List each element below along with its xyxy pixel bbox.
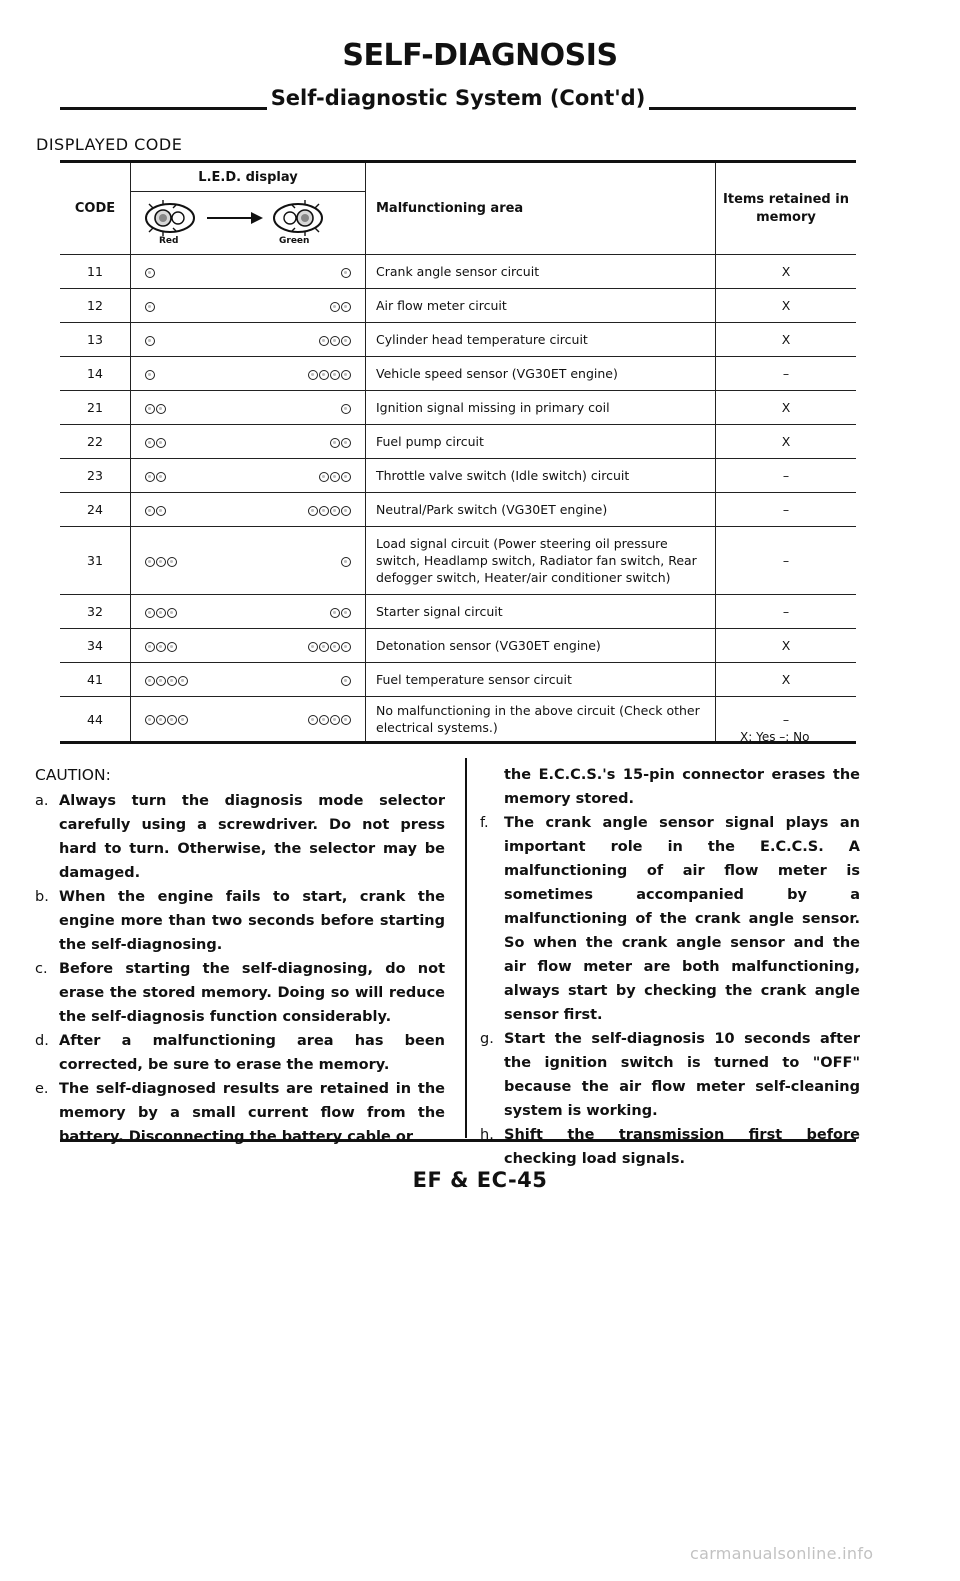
- page-subtitle: Self-diagnostic System (Cont'd): [270, 86, 646, 110]
- header-malfunctioning-area: Malfunctioning area: [366, 162, 716, 255]
- note-text: The self-diagnosed results are retained in the memory by a small current flow from the battery. Disconnecting the battery cable or: [59, 1081, 445, 1145]
- led-blink-icon: [330, 370, 340, 380]
- green-blink-group: [319, 336, 351, 346]
- led-blink-icon: [341, 336, 351, 346]
- green-blink-group: [308, 506, 351, 516]
- table-row: [60, 255, 856, 289]
- table-row: [60, 425, 856, 459]
- led-blink-icon: [167, 676, 177, 686]
- subtitle-row: [60, 86, 856, 110]
- row-code: 41: [60, 663, 131, 697]
- page-number: EF & EC-45: [412, 1168, 548, 1192]
- caution-note: [480, 1027, 860, 1123]
- red-blink-group: [145, 302, 155, 312]
- row-malfunctioning-area: Ignition signal missing in primary coil: [366, 391, 716, 425]
- row-red-blinks: [131, 391, 266, 425]
- row-malfunctioning-area: Neutral/Park switch (VG30ET engine): [366, 493, 716, 527]
- caution-right-notes: [480, 811, 860, 1171]
- led-blink-icon: [156, 506, 166, 516]
- row-code: 14: [60, 357, 131, 391]
- row-green-blinks: [265, 357, 366, 391]
- led-blink-icon: [145, 506, 155, 516]
- red-led-icon: [143, 200, 197, 236]
- led-blink-icon: [319, 715, 329, 725]
- row-malfunctioning-area: Load signal circuit (Power steering oil pressure switch, Headlamp switch, Radiator fan switch, Rear defogger switch, Heater/air conditioner switch): [366, 527, 716, 595]
- row-code: 11: [60, 255, 131, 289]
- led-blink-icon: [330, 438, 340, 448]
- row-code: 44: [60, 697, 131, 743]
- led-blink-icon: [341, 557, 351, 567]
- table-row: [60, 459, 856, 493]
- led-blink-icon: [308, 370, 318, 380]
- led-blink-icon: [178, 715, 188, 725]
- header-items-retained: Items retained in memory: [716, 162, 857, 255]
- row-green-blinks: [265, 663, 366, 697]
- red-blink-group: [145, 676, 188, 686]
- row-retained-in-memory: X: [716, 663, 857, 697]
- led-blink-icon: [319, 336, 329, 346]
- note-text: Start the self-diagnosis 10 seconds after the ignition switch is turned to "OFF" because the air flow meter self-cleaning system is working.: [504, 1031, 860, 1119]
- arrow-right-icon: [207, 212, 263, 224]
- bottom-rule: [60, 1139, 856, 1142]
- row-green-blinks: [265, 323, 366, 357]
- caution-note: [35, 1029, 445, 1077]
- row-code: 22: [60, 425, 131, 459]
- note-text: Always turn the diagnosis mode selector carefully using a screwdriver. Do not press hard to turn. Otherwise, the selector may be damaged.: [59, 793, 445, 881]
- caution-left-notes: [35, 789, 445, 1149]
- led-blink-icon: [341, 404, 351, 414]
- led-blink-icon: [156, 608, 166, 618]
- row-retained-in-memory: –: [716, 357, 857, 391]
- row-red-blinks: [131, 493, 266, 527]
- led-blink-icon: [330, 608, 340, 618]
- table-row: [60, 357, 856, 391]
- led-blink-icon: [341, 642, 351, 652]
- caution-note: [480, 811, 860, 1027]
- green-blink-group: [308, 642, 351, 652]
- row-retained-in-memory: X: [716, 391, 857, 425]
- code-rows: [60, 255, 856, 743]
- caution-note: [35, 789, 445, 885]
- green-blink-group: [341, 404, 351, 414]
- row-retained-in-memory: X: [716, 289, 857, 323]
- caution-right-column: [480, 763, 860, 1171]
- red-blink-group: [145, 642, 177, 652]
- note-text: After a malfunctioning area has been corrected, be sure to erase the memory.: [59, 1033, 445, 1073]
- caution-heading: CAUTION:: [35, 766, 111, 784]
- led-blink-icon: [145, 438, 155, 448]
- led-blink-icon: [145, 336, 155, 346]
- red-blink-group: [145, 404, 166, 414]
- table-row: [60, 697, 856, 743]
- led-blink-icon: [145, 608, 155, 618]
- note-text: Before starting the self-diagnosing, do not erase the stored memory. Doing so will reduce the self-diagnosis function considerably.: [59, 961, 445, 1025]
- green-blink-group: [308, 370, 351, 380]
- led-blink-icon: [145, 268, 155, 278]
- led-blink-icon: [341, 302, 351, 312]
- row-code: 12: [60, 289, 131, 323]
- led-blink-icon: [341, 268, 351, 278]
- led-blink-icon: [341, 506, 351, 516]
- row-malfunctioning-area: Crank angle sensor circuit: [366, 255, 716, 289]
- row-retained-in-memory: X: [716, 255, 857, 289]
- led-blink-icon: [145, 642, 155, 652]
- led-blink-icon: [341, 438, 351, 448]
- note-letter: f.: [480, 815, 489, 831]
- row-malfunctioning-area: Air flow meter circuit: [366, 289, 716, 323]
- led-blink-icon: [156, 472, 166, 482]
- row-green-blinks: [265, 391, 366, 425]
- row-red-blinks: [131, 459, 266, 493]
- led-blink-icon: [330, 715, 340, 725]
- row-green-blinks: [265, 289, 366, 323]
- led-blink-icon: [167, 608, 177, 618]
- row-red-blinks: [131, 663, 266, 697]
- led-blink-icon: [341, 370, 351, 380]
- led-blink-icon: [167, 715, 177, 725]
- column-divider: [465, 758, 467, 1138]
- red-blink-group: [145, 506, 166, 516]
- table-row: [60, 289, 856, 323]
- note-letter: h.: [480, 1127, 494, 1143]
- led-blink-icon: [156, 642, 166, 652]
- row-malfunctioning-area: Vehicle speed sensor (VG30ET engine): [366, 357, 716, 391]
- green-blink-group: [341, 557, 351, 567]
- row-green-blinks: [265, 255, 366, 289]
- green-blink-group: [330, 302, 351, 312]
- row-malfunctioning-area: Fuel pump circuit: [366, 425, 716, 459]
- table-row: [60, 663, 856, 697]
- led-blink-icon: [156, 438, 166, 448]
- note-text: When the engine fails to start, crank the engine more than two seconds before starting the self-diagnosing.: [59, 889, 445, 953]
- table-row: [60, 527, 856, 595]
- led-blink-icon: [330, 302, 340, 312]
- led-blink-icon: [341, 608, 351, 618]
- caution-note: [35, 885, 445, 957]
- row-code: 32: [60, 595, 131, 629]
- note-letter: c.: [35, 961, 48, 977]
- header-code: CODE: [60, 162, 131, 255]
- table-row: [60, 493, 856, 527]
- subtitle-rule-left: [60, 93, 267, 110]
- led-blink-icon: [167, 642, 177, 652]
- red-blink-group: [145, 268, 155, 278]
- row-malfunctioning-area: Cylinder head temperature circuit: [366, 323, 716, 357]
- table-row: [60, 323, 856, 357]
- led-blink-icon: [167, 557, 177, 567]
- row-retained-in-memory: –: [716, 493, 857, 527]
- note-letter: g.: [480, 1031, 494, 1047]
- header-led-display: L.E.D. display: [131, 162, 366, 192]
- row-code: 21: [60, 391, 131, 425]
- led-blink-icon: [330, 506, 340, 516]
- row-red-blinks: [131, 357, 266, 391]
- note-letter: a.: [35, 793, 49, 809]
- row-malfunctioning-area: Throttle valve switch (Idle switch) circuit: [366, 459, 716, 493]
- row-retained-in-memory: –: [716, 595, 857, 629]
- caution-note: [480, 1123, 860, 1171]
- green-blink-group: [330, 438, 351, 448]
- table-row: [60, 629, 856, 663]
- note-letter: b.: [35, 889, 49, 905]
- row-red-blinks: [131, 289, 266, 323]
- caution-left-column: [35, 763, 445, 1149]
- row-green-blinks: [265, 425, 366, 459]
- row-green-blinks: [265, 459, 366, 493]
- led-blink-icon: [145, 472, 155, 482]
- red-blink-group: [145, 336, 155, 346]
- header-led-icons: [131, 192, 366, 255]
- green-blink-group: [330, 608, 351, 618]
- table-row: [60, 595, 856, 629]
- row-malfunctioning-area: No malfunctioning in the above circuit (Check other electrical systems.): [366, 697, 716, 743]
- led-blink-icon: [319, 642, 329, 652]
- row-green-blinks: [265, 697, 366, 743]
- displayed-code-table: [60, 160, 856, 744]
- row-green-blinks: [265, 629, 366, 663]
- led-blink-icon: [319, 370, 329, 380]
- led-blink-icon: [341, 715, 351, 725]
- row-retained-in-memory: X: [716, 323, 857, 357]
- led-blink-icon: [178, 676, 188, 686]
- led-blink-icon: [145, 715, 155, 725]
- red-blink-group: [145, 557, 177, 567]
- row-retained-in-memory: X: [716, 425, 857, 459]
- note-letter: e.: [35, 1081, 49, 1097]
- row-retained-in-memory: –: [716, 697, 857, 743]
- row-code: 31: [60, 527, 131, 595]
- led-blink-icon: [156, 676, 166, 686]
- green-led-icon: [271, 200, 325, 236]
- row-malfunctioning-area: Starter signal circuit: [366, 595, 716, 629]
- led-blink-icon: [156, 557, 166, 567]
- led-blink-icon: [156, 715, 166, 725]
- red-blink-group: [145, 438, 166, 448]
- led-blink-icon: [156, 404, 166, 414]
- led-blink-icon: [145, 370, 155, 380]
- red-blink-group: [145, 370, 155, 380]
- red-blink-group: [145, 608, 177, 618]
- row-code: 24: [60, 493, 131, 527]
- row-red-blinks: [131, 629, 266, 663]
- led-blink-icon: [330, 642, 340, 652]
- subtitle-rule-right: [649, 93, 856, 110]
- led-blink-icon: [308, 642, 318, 652]
- green-label: Green: [279, 236, 310, 246]
- caution-continued-text: the E.C.C.S.'s 15-pin connector erases the memory stored.: [504, 767, 860, 807]
- led-blink-icon: [308, 506, 318, 516]
- row-code: 23: [60, 459, 131, 493]
- row-retained-in-memory: –: [716, 459, 857, 493]
- row-code: 13: [60, 323, 131, 357]
- row-retained-in-memory: X: [716, 629, 857, 663]
- led-blink-icon: [341, 676, 351, 686]
- led-blink-icon: [145, 676, 155, 686]
- row-red-blinks: [131, 255, 266, 289]
- note-text: Shift the transmission first before checking load signals.: [504, 1127, 860, 1167]
- row-red-blinks: [131, 527, 266, 595]
- led-blink-icon: [319, 506, 329, 516]
- green-blink-group: [319, 472, 351, 482]
- led-blink-icon: [330, 472, 340, 482]
- note-letter: d.: [35, 1033, 49, 1049]
- row-red-blinks: [131, 595, 266, 629]
- green-blink-group: [341, 268, 351, 278]
- led-blink-icon: [308, 715, 318, 725]
- row-green-blinks: [265, 493, 366, 527]
- row-retained-in-memory: –: [716, 527, 857, 595]
- led-blink-icon: [319, 472, 329, 482]
- row-code: 34: [60, 629, 131, 663]
- row-red-blinks: [131, 323, 266, 357]
- row-green-blinks: [265, 527, 366, 595]
- green-blink-group: [341, 676, 351, 686]
- led-blink-icon: [341, 472, 351, 482]
- caution-note: [35, 957, 445, 1029]
- row-malfunctioning-area: Fuel temperature sensor circuit: [366, 663, 716, 697]
- table-row: [60, 391, 856, 425]
- row-green-blinks: [265, 595, 366, 629]
- led-blink-icon: [330, 336, 340, 346]
- page-title: SELF-DIAGNOSIS: [342, 38, 618, 73]
- led-blink-icon: [145, 302, 155, 312]
- table-legend: X: Yes –: No: [740, 730, 810, 744]
- red-blink-group: [145, 715, 188, 725]
- row-red-blinks: [131, 425, 266, 459]
- watermark: carmanualsonline.info: [690, 1544, 874, 1563]
- row-malfunctioning-area: Detonation sensor (VG30ET engine): [366, 629, 716, 663]
- red-label: Red: [159, 236, 179, 246]
- row-red-blinks: [131, 697, 266, 743]
- section-label: DISPLAYED CODE: [36, 135, 183, 154]
- red-blink-group: [145, 472, 166, 482]
- note-text: The crank angle sensor signal plays an important role in the E.C.C.S. A malfunctioning of air flow meter is sometimes accompanied by a malfunctioning of the crank angle sensor. So when the crank angle sensor and the air flow meter are both malfunctioning, always start by checking the crank angle sensor first.: [504, 815, 860, 1023]
- green-blink-group: [308, 715, 351, 725]
- led-blink-icon: [145, 404, 155, 414]
- led-blink-icon: [145, 557, 155, 567]
